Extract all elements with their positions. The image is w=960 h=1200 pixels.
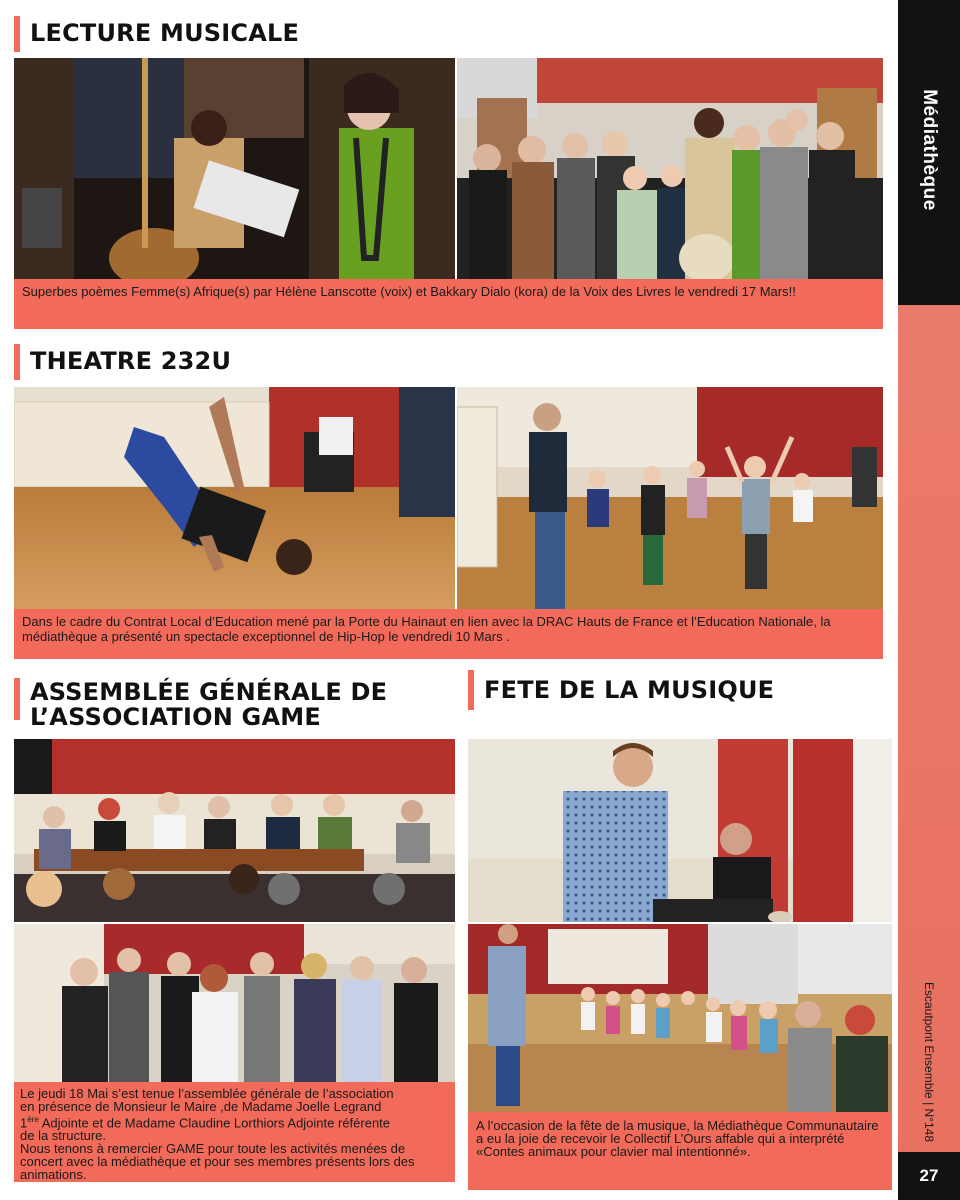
caption-line: de la structure.	[20, 1128, 106, 1144]
heading-accent-bar	[468, 670, 474, 710]
caption-line	[20, 1113, 449, 1129]
heading-text: LECTURE MUSICALE	[30, 19, 300, 47]
heading-accent-bar	[14, 344, 20, 380]
photo-children-audience	[468, 924, 892, 1112]
heading-accent-bar	[14, 16, 20, 52]
caption-line: en présence de Monsieur le Maire ,de Madame Joelle Legrand	[20, 1099, 382, 1114]
heading-text: THEATRE 232U	[30, 347, 232, 375]
sidebar-magazine-name: Escautpont Ensemble | N°148	[922, 981, 936, 1143]
caption-fete-de-la-musique: A l’occasion de la fête de la musique, la Médiathèque Communautaire a eu la joie de recevoir le Collectif L’Ours affable qui a interprété «Contes animaux pour clavier mal intentionné».	[468, 1112, 892, 1190]
photo-breakdancer	[14, 387, 455, 609]
photo-group-audience	[457, 58, 883, 279]
caption-theatre: Dans le cadre du Contrat Local d’Education mené par la Porte du Hainaut en lien avec la DRAC Hauts de France et l’Education Nationale, la médiathèque a présenté un spectacle exceptionnel de Hip-Hop le vendredi 10 Mars .	[14, 609, 883, 659]
photo-kora-and-voice	[14, 58, 455, 279]
caption-line: Nous tenons à remercier GAME pour toute les activités menées de concert avec la médiathèque et pour ses membres présents lors des animations.	[20, 1141, 415, 1183]
page-number: 27	[898, 1152, 960, 1200]
photo-musicians	[468, 739, 892, 922]
caption-sup-number: 1	[20, 1115, 28, 1131]
photo-children-dance	[457, 387, 883, 609]
heading-accent-bar	[14, 678, 20, 720]
caption-superscript: ère	[27, 1115, 39, 1124]
sidebar-section-name: Médiathèque	[919, 89, 940, 211]
heading-text: FETE DE LA MUSIQUE	[484, 676, 775, 704]
caption-lecture-musicale: Superbes poèmes Femme(s) Afrique(s) par Hélène Lanscotte (voix) et Bakkary Dialo (kora) de la Voix des Livres le vendredi 17 Mars!!	[14, 279, 883, 329]
heading-assemblee-generale	[14, 678, 387, 730]
heading-theatre	[14, 344, 231, 380]
heading-lecture-musicale	[14, 16, 299, 52]
heading-text-line1: ASSEMBLÉE GÉNÉRALE DE	[30, 678, 388, 706]
heading-text-line2: L’ASSOCIATION GAME	[30, 703, 321, 731]
caption-line-rest: Adjointe et de Madame Claudine Lorthiors Adjointe référente	[38, 1115, 391, 1131]
heading-fete-de-la-musique	[468, 670, 774, 710]
caption-line: Le jeudi 18 Mai s’est tenue l’assemblée générale de l’association	[20, 1086, 394, 1101]
photo-association-members	[14, 924, 455, 1082]
photo-meeting-table	[14, 739, 455, 922]
caption-assemblee-generale	[14, 1082, 455, 1182]
